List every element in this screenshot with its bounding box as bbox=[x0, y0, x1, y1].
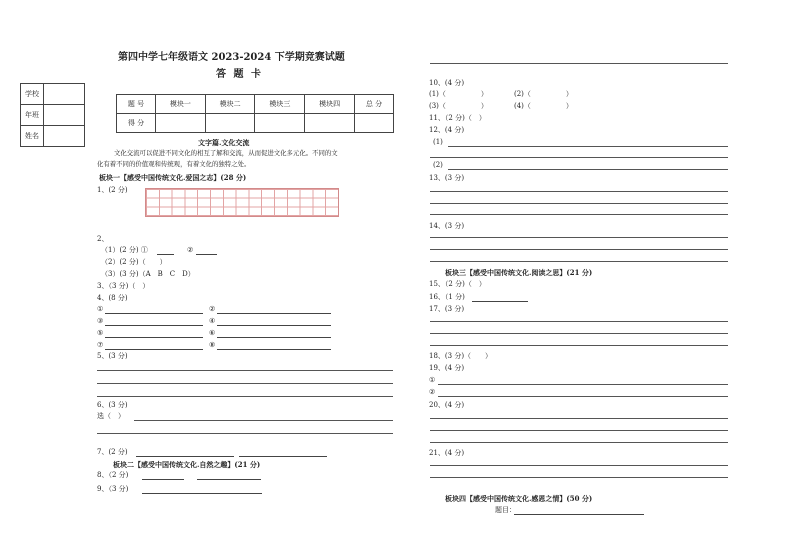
q14-label: 14、(3 分) bbox=[429, 222, 465, 230]
q6-answer-line-1[interactable] bbox=[134, 420, 393, 421]
q4-item-6: ⑥ bbox=[209, 329, 216, 337]
q15-label: 15、（2 分)（ ） bbox=[429, 280, 486, 288]
q5-label: 5、(3 分) bbox=[97, 352, 128, 360]
score-cell-m4[interactable] bbox=[305, 114, 355, 133]
q4-item-3: ③ bbox=[97, 317, 104, 325]
info-label-class: 年班 bbox=[21, 105, 44, 126]
module-1-heading: 板块一【感受中国传统文化.爱国之志】(28 分) bbox=[99, 173, 247, 182]
q20-line-3[interactable] bbox=[430, 442, 728, 443]
module-2-heading: 板块二【感受中国传统文化.自然之趣】(21 分) bbox=[113, 460, 261, 469]
q19-1-label: ① bbox=[429, 376, 436, 384]
module-3-heading: 板块三【感受中国传统文化.阅读之思】(21 分) bbox=[445, 268, 593, 277]
q5-answer-line-1[interactable] bbox=[97, 370, 393, 371]
q21-line-2[interactable] bbox=[430, 477, 728, 478]
q12-1-line[interactable] bbox=[448, 146, 728, 147]
q12-2-label: (2) bbox=[433, 161, 443, 169]
q12-1-label: (1) bbox=[433, 138, 443, 146]
q18-label: 18、(3 分)（ ） bbox=[429, 352, 493, 360]
q4-blank-5[interactable] bbox=[105, 337, 203, 338]
q4-item-1: ① bbox=[97, 305, 104, 313]
class-field[interactable] bbox=[44, 105, 85, 126]
q19-2-label: ② bbox=[429, 388, 436, 396]
q2-1-blank-b[interactable] bbox=[196, 254, 217, 255]
info-label-school: 学校 bbox=[21, 84, 44, 105]
q6-choice-label: 选（ ） bbox=[97, 412, 125, 420]
q19-label: 19、(4 分) bbox=[429, 364, 465, 372]
q13-line-3[interactable] bbox=[430, 214, 728, 215]
q8-blank-1[interactable] bbox=[142, 479, 184, 480]
score-cell-m2[interactable] bbox=[205, 114, 255, 133]
q17-label: 17、(3 分) bbox=[429, 305, 465, 313]
q2-1b-label: ② bbox=[187, 246, 194, 254]
q2-label: 2、 bbox=[97, 235, 109, 243]
q2-1-blank-a[interactable] bbox=[157, 254, 174, 255]
score-header-m3: 模块三 bbox=[255, 95, 305, 114]
q7-blank-2[interactable] bbox=[239, 456, 327, 457]
q19-2-line[interactable] bbox=[438, 396, 728, 397]
q11-label: 11、（2 分)（ ） bbox=[429, 114, 486, 122]
q2-1-label: （1）(2 分) ① bbox=[101, 246, 148, 254]
q5-answer-line-3[interactable] bbox=[97, 396, 393, 397]
q20-line-1[interactable] bbox=[430, 418, 728, 419]
q20-line-2[interactable] bbox=[430, 430, 728, 431]
q4-blank-1[interactable] bbox=[105, 313, 203, 314]
q19-1-line[interactable] bbox=[438, 384, 728, 385]
q13-line-2[interactable] bbox=[430, 203, 728, 204]
q6-answer-line-2[interactable] bbox=[97, 433, 393, 434]
q12-1-line-2[interactable] bbox=[430, 157, 728, 158]
q12-label: 12、(4 分) bbox=[429, 126, 465, 134]
q3-label: 3、（3 分)（ ） bbox=[97, 282, 150, 290]
q8-blank-2[interactable] bbox=[197, 479, 261, 480]
q4-item-7: ⑦ bbox=[97, 341, 104, 349]
q10-label: 10、(4 分) bbox=[429, 79, 465, 87]
score-table bbox=[116, 94, 394, 133]
page-subtitle: 答 题 卡 bbox=[216, 69, 263, 80]
q14-line-3[interactable] bbox=[430, 261, 728, 262]
q16-label: 16、（1 分) bbox=[429, 293, 465, 301]
score-header-item: 题 号 bbox=[117, 95, 156, 114]
q6-label: 6、(3 分) bbox=[97, 401, 128, 409]
q13-line-1[interactable] bbox=[430, 191, 728, 192]
school-field[interactable] bbox=[44, 84, 85, 105]
q4-item-4: ④ bbox=[209, 317, 216, 325]
q10-3: (3)（ ） bbox=[429, 102, 488, 110]
q4-blank-4[interactable] bbox=[217, 325, 331, 326]
score-header-m1: 模块一 bbox=[155, 95, 205, 114]
q4-item-2: ② bbox=[209, 305, 216, 313]
q8-label: 8、（2 分) bbox=[97, 471, 129, 479]
q7-blank-1[interactable] bbox=[136, 456, 234, 457]
q4-blank-3[interactable] bbox=[105, 325, 203, 326]
q9-blank[interactable] bbox=[142, 493, 262, 494]
name-field[interactable] bbox=[44, 126, 85, 147]
q7-label: 7、(2 分) bbox=[97, 448, 128, 456]
q2-2-label: （2）(2 分)（ ） bbox=[101, 258, 167, 266]
q21-line-1[interactable] bbox=[430, 465, 728, 466]
q10-2: (2)（ ） bbox=[514, 90, 573, 98]
q17-line-3[interactable] bbox=[430, 345, 728, 346]
score-header-total: 总 分 bbox=[354, 95, 393, 114]
q10-1: (1)（ ） bbox=[429, 90, 488, 98]
q4-label: 4、(8 分) bbox=[97, 294, 128, 302]
top-answer-line[interactable] bbox=[430, 63, 728, 64]
q5-answer-line-2[interactable] bbox=[97, 383, 393, 384]
score-row-label: 得 分 bbox=[117, 114, 156, 133]
q9-label: 9、（3 分) bbox=[97, 485, 129, 493]
q1-label: 1、(2 分) bbox=[97, 186, 128, 194]
score-cell-m1[interactable] bbox=[155, 114, 205, 133]
q16-blank[interactable] bbox=[472, 301, 528, 302]
intro-title: 文字篇.文化交流 bbox=[198, 138, 250, 147]
q4-blank-2[interactable] bbox=[217, 313, 331, 314]
page-title: 第四中学七年级语文 2023-2024 下学期竞赛试题 bbox=[118, 52, 345, 63]
q4-item-5: ⑤ bbox=[97, 329, 104, 337]
intro-line-1: 文化交流可以促进不同文化的相互了解和交流，从而促进文化多元化。不同的文 bbox=[114, 149, 338, 157]
info-label-name: 姓名 bbox=[21, 126, 44, 147]
q2-3-label: （3）(3 分)（A B C D） bbox=[101, 270, 195, 278]
q14-line-2[interactable] bbox=[430, 249, 728, 250]
score-cell-m3[interactable] bbox=[255, 114, 305, 133]
q14-line-1[interactable] bbox=[430, 237, 728, 238]
topic-blank[interactable] bbox=[514, 514, 644, 515]
q20-label: 20、(4 分) bbox=[429, 401, 465, 409]
q17-line-2[interactable] bbox=[430, 333, 728, 334]
q21-label: 21、(4 分) bbox=[429, 449, 465, 457]
q10-4: (4)（ ） bbox=[514, 102, 573, 110]
topic-label: 题目： bbox=[495, 506, 516, 514]
intro-line-2: 化有着不同的价值观和传统观，有着文化的独特之处。 bbox=[97, 160, 251, 168]
q17-line-1[interactable] bbox=[430, 321, 728, 322]
writing-grid[interactable] bbox=[145, 188, 339, 217]
q4-blank-6[interactable] bbox=[217, 337, 331, 338]
q4-blank-8[interactable] bbox=[217, 349, 331, 350]
q13-label: 13、(3 分) bbox=[429, 174, 465, 182]
score-header-m2: 模块二 bbox=[205, 95, 255, 114]
student-info-box bbox=[20, 83, 85, 147]
score-cell-total[interactable] bbox=[354, 114, 393, 133]
module-4-heading: 板块四【感受中国传统文化.感恩之情】(50 分) bbox=[445, 494, 593, 503]
q4-blank-7[interactable] bbox=[105, 349, 203, 350]
score-header-m4: 模块四 bbox=[305, 95, 355, 114]
q4-item-8: ⑧ bbox=[209, 341, 216, 349]
q12-2-line[interactable] bbox=[448, 169, 728, 170]
